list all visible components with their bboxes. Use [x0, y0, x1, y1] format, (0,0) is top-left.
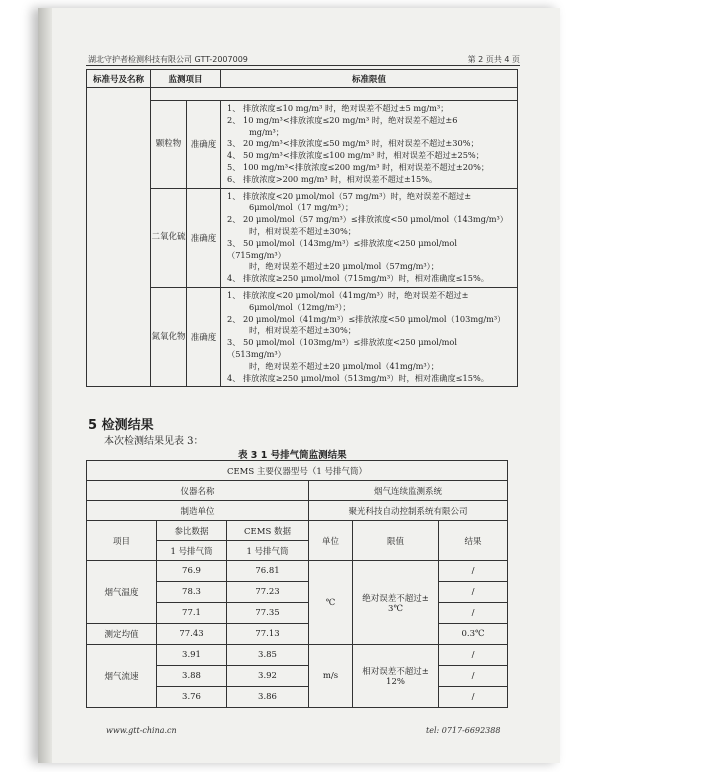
- standards-header-row: [87, 70, 518, 88]
- speed-result-2: /: [439, 666, 508, 687]
- temp-cems-3: 77.35: [227, 603, 309, 624]
- temp-cems-1: 76.81: [227, 561, 309, 582]
- section-intro: 本次检测结果见表 3：: [104, 436, 204, 447]
- instrument-label: 仪器名称: [87, 481, 309, 501]
- temp-ref-2: 78.3: [157, 582, 227, 603]
- avg-label: 测定均值: [87, 624, 157, 645]
- limits-nox: 1、 排放浓度<20 μmol/mol（41mg/m³）时，绝对误差不超过± 6μmol/mol（12mg/m³）； 2、 20 μmol/mol（41mg/m³）≤排放浓度<50 μmol/mol（103mg/m³） 时，相对误差不超过±30%； 3、 50 μmol/mol（103mg/m³）≤排放浓度<250 μmol/mol（513mg/m³） 时，绝对误差不超过±20 μmol/mol（41mg/m³）； 4、 排放浓度≥250 μmol/mol（513mg/m³）时，相对准确度≤15%。: [221, 287, 518, 386]
- limits-particulate: 1、 排放浓度≤10 mg/m³ 时，绝对误差不超过±5 mg/m³； 2、 10 mg/m³<排放浓度≤20 mg/m³ 时，绝对误差不超过±6 mg/m³； 3、 20 mg/m³<排放浓度≤50 mg/m³ 时，相对误差不超过±30%； 4、 50 mg/m³<排放浓度≤100 mg/m³ 时，相对误差不超过±25%； 5、 100 mg/m³<排放浓度≤200 mg/m³ 时，相对误差不超过±20%； 6、 排放浓度>200 mg/m³ 时，相对误差不超过±15%。: [221, 101, 518, 189]
- speed-unit: m/s: [309, 645, 353, 708]
- table-row: [87, 101, 518, 189]
- header-page-number: 第 2 页共 4 页: [467, 55, 520, 64]
- temp-result-1: /: [439, 561, 508, 582]
- accuracy-label: 准确度: [187, 188, 221, 287]
- category-so2: 二氧化硫: [151, 188, 187, 287]
- header-company: 湖北守护者检测科技有限公司 GTT-2007009: [88, 55, 248, 64]
- category-nox: 氮氧化物: [151, 287, 187, 386]
- header-item: 监测项目: [151, 70, 221, 88]
- limits-so2: 1、 排放浓度<20 μmol/mol（57 mg/m³）时，绝对误差不超过± 6μmol/mol（17 mg/m³）； 2、 20 μmol/mol（57 mg/m³）≤排放浓度<50 μmol/mol（143mg/m³） 时，相对误差不超过±30%； 3、 50 μmol/mol（143mg/m³）≤排放浓度<250 μmol/mol（715mg/m³） 时，绝对误差不超过±20 μmol/mol（57mg/m³）； 4、 排放浓度≥250 μmol/mol（715mg/m³）时，相对准确度≤15%。: [221, 188, 518, 287]
- speed-cems-1: 3.85: [227, 645, 309, 666]
- temp-ref-3: 77.1: [157, 603, 227, 624]
- sub-ref: 1 号排气筒: [157, 541, 227, 561]
- table-row: [87, 287, 518, 386]
- header-standard: 标准号及名称: [87, 70, 151, 88]
- col-ref: 参比数据: [157, 521, 227, 541]
- footer-tel: tel: 0717-6692388: [426, 726, 501, 735]
- temp-unit: ℃: [309, 561, 353, 645]
- standard-name-cell: [87, 88, 151, 387]
- footer-website: www.gtt-china.cn: [106, 726, 177, 735]
- sub-cems: 1 号排气筒: [227, 541, 309, 561]
- avg-ref: 77.43: [157, 624, 227, 645]
- temp-cems-2: 77.23: [227, 582, 309, 603]
- avg-result: 0.3℃: [439, 624, 508, 645]
- table-row: [87, 561, 508, 582]
- col-result: 结果: [439, 521, 508, 561]
- table-row: [87, 188, 518, 287]
- avg-cems: 77.13: [227, 624, 309, 645]
- section-title: 5 检测结果: [88, 418, 154, 433]
- temp-ref-1: 76.9: [157, 561, 227, 582]
- table-row: [87, 645, 508, 666]
- seal-stamp: [534, 368, 556, 468]
- speed-cems-3: 3.86: [227, 687, 309, 708]
- category-particulate: 颗粒物: [151, 101, 187, 189]
- speed-result-3: /: [439, 687, 508, 708]
- model-title: CEMS 主要仪器型号（1 号排气筒）: [87, 461, 508, 481]
- spacer-row: [151, 88, 518, 101]
- temp-label: 烟气温度: [87, 561, 157, 624]
- speed-ref-2: 3.88: [157, 666, 227, 687]
- temp-limit: 绝对误差不超过± 3℃: [353, 561, 439, 645]
- col-limit: 限值: [353, 521, 439, 561]
- temp-result-2: /: [439, 582, 508, 603]
- instrument-value: 烟气连续监测系统: [309, 481, 508, 501]
- speed-limit: 相对误差不超过± 12%: [353, 645, 439, 708]
- header-rule: [86, 65, 520, 66]
- accuracy-label: 准确度: [187, 101, 221, 189]
- binding-edge: [38, 8, 52, 763]
- table-caption: 表 3 1 号排气筒监测结果: [238, 450, 347, 461]
- maker-value: 聚光科技自动控制系统有限公司: [309, 501, 508, 521]
- col-unit: 单位: [309, 521, 353, 561]
- temp-result-3: /: [439, 603, 508, 624]
- accuracy-label: 准确度: [187, 287, 221, 386]
- col-item: 项目: [87, 521, 157, 561]
- table-row: [87, 624, 508, 645]
- speed-cems-2: 3.92: [227, 666, 309, 687]
- speed-result-1: /: [439, 645, 508, 666]
- header-limit: 标准限值: [221, 70, 518, 88]
- maker-label: 制造单位: [87, 501, 309, 521]
- results-table: [86, 460, 508, 708]
- speed-ref-3: 3.76: [157, 687, 227, 708]
- speed-ref-1: 3.91: [157, 645, 227, 666]
- speed-label: 烟气流速: [87, 645, 157, 708]
- standards-table: [86, 69, 518, 387]
- col-cems: CEMS 数据: [227, 521, 309, 541]
